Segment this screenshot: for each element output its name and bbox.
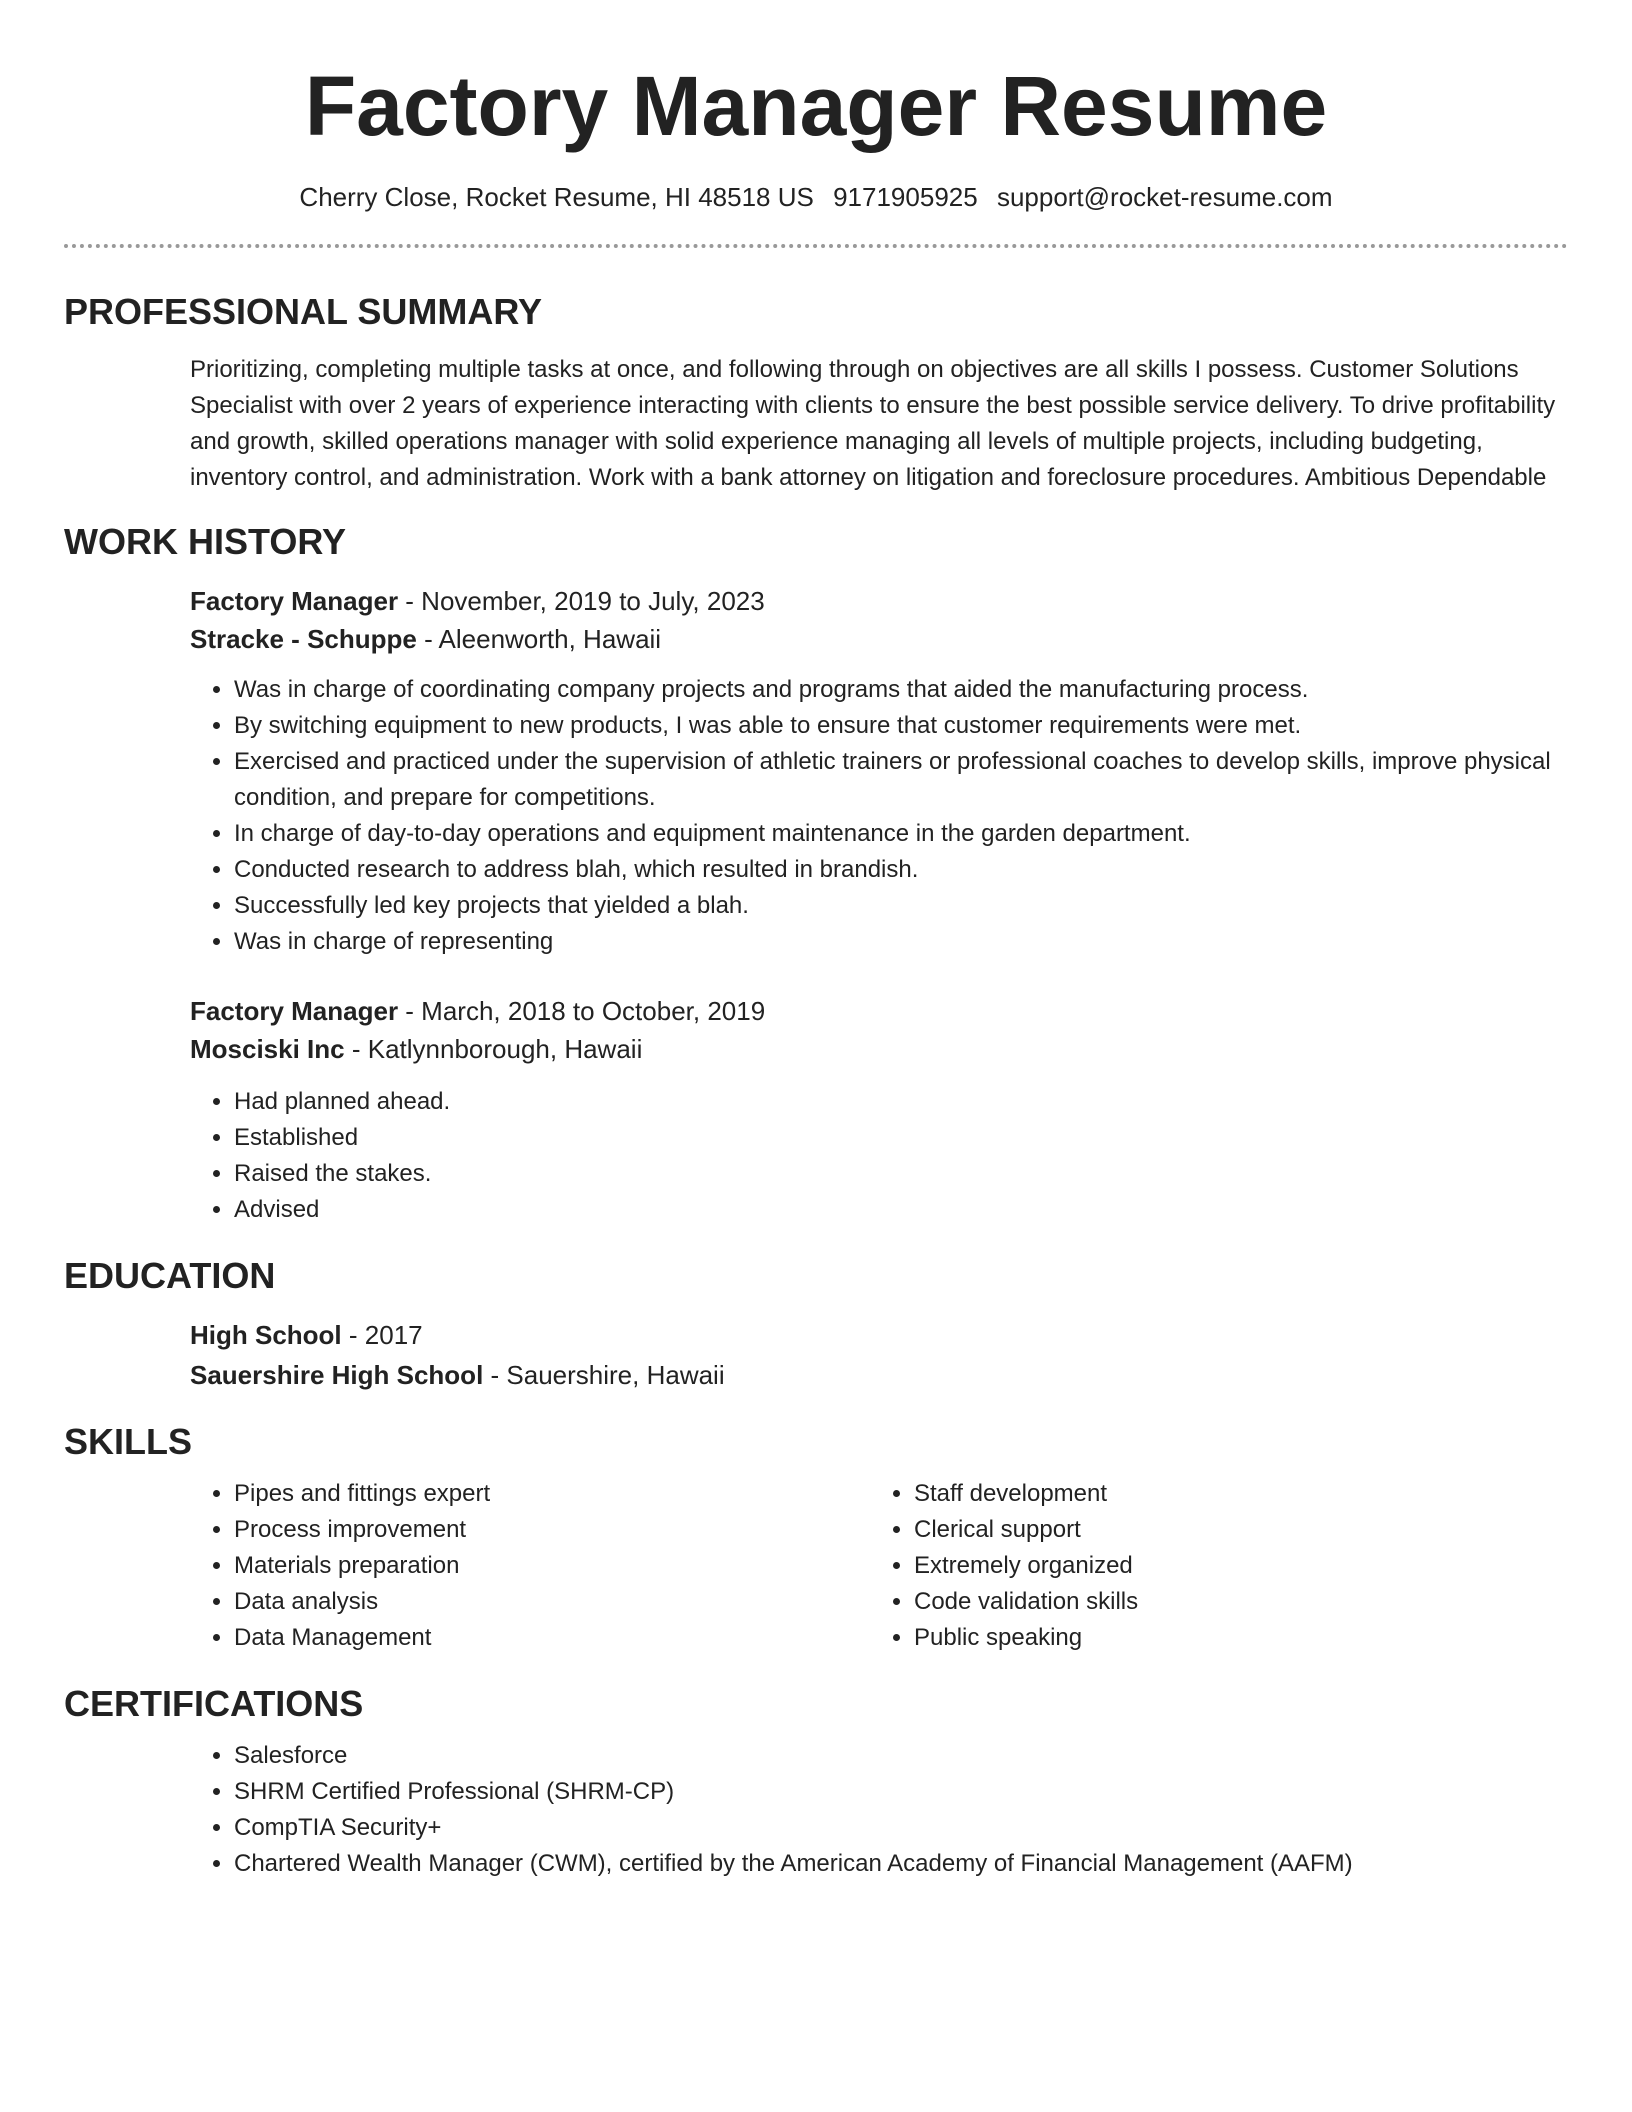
job-entry [64, 582, 1568, 960]
education-degree: High School [190, 1320, 342, 1350]
job-dates: - March, 2018 to October, 2019 [398, 996, 766, 1026]
education-school: Sauershire High School [190, 1360, 484, 1390]
list-item: • Clerical support [914, 1512, 1550, 1548]
job-company: Stracke - Schuppe [190, 624, 417, 654]
job-entry [64, 992, 1568, 1228]
header-divider [64, 244, 1568, 248]
list-item: • Was in charge of representing [234, 924, 1568, 960]
skills-column-right [870, 1476, 1550, 1656]
list-item: • Had planned ahead. [234, 1084, 1568, 1120]
contact-phone: 9171905925 [833, 182, 978, 212]
list-item: • Code validation skills [914, 1584, 1550, 1620]
certifications-section [64, 1682, 1568, 1882]
list-item: • Process improvement [234, 1512, 870, 1548]
skills-section [64, 1420, 1568, 1656]
job-company-line [190, 1030, 1568, 1068]
list-item: • In charge of day-to-day operations and equipment maintenance in the garden department. [234, 816, 1568, 852]
job-dates: - November, 2019 to July, 2023 [398, 586, 765, 616]
list-item: • SHRM Certified Professional (SHRM-CP) [234, 1774, 1568, 1810]
list-item: • Staff development [914, 1476, 1550, 1512]
list-item: • Materials preparation [234, 1548, 870, 1584]
list-item: • Successfully led key projects that yielded a blah. [234, 888, 1568, 924]
summary-text: Prioritizing, completing multiple tasks at once, and following through on objectives are all skills I possess. Customer Solutions Specialist with over 2 years of experience interacting with clients to ensure the best possible service delivery. To drive profitability and growth, skilled operations manager with solid experience managing all levels of multiple projects, including budgeting, inventory control, and administration. Work with a bank attorney on litigation and foreclosure procedures. Ambitious Dependable [190, 356, 1556, 491]
education-year: - 2017 [341, 1320, 423, 1350]
summary-heading: PROFESSIONAL SUMMARY [64, 291, 543, 332]
list-item: • Exercised and practiced under the supervision of athletic trainers or professional coaches to develop skills, improve physical condition, and prepare for competitions. [234, 744, 1568, 816]
skills-heading: SKILLS [64, 1421, 193, 1462]
list-item: • Chartered Wealth Manager (CWM), certified by the American Academy of Financial Management (AAFM) [234, 1846, 1568, 1882]
education-location: - Sauershire, Hawaii [483, 1360, 725, 1390]
contact-address: Cherry Close, Rocket Resume, HI 48518 US [299, 182, 814, 212]
work-history-section [64, 520, 1568, 1228]
work-history-heading: WORK HISTORY [64, 521, 347, 562]
list-item: • CompTIA Security+ [234, 1810, 1568, 1846]
resume-title: Factory Manager Resume [304, 59, 1328, 153]
education-degree-line [190, 1316, 1568, 1354]
job-duties-list [190, 672, 1568, 960]
job-title-line [190, 582, 1568, 620]
list-item: • Salesforce [234, 1738, 1568, 1774]
job-title: Factory Manager [190, 586, 399, 616]
list-item: • Data Management [234, 1620, 870, 1656]
job-location: - Katlynnborough, Hawaii [344, 1034, 643, 1064]
job-duties-list [190, 1084, 1568, 1228]
job-title-line [190, 992, 1568, 1030]
skills-column-left [190, 1476, 870, 1656]
list-item: • Pipes and fittings expert [234, 1476, 870, 1512]
list-item: • Conducted research to address blah, which resulted in brandish. [234, 852, 1568, 888]
contact-email: support@rocket-resume.com [996, 182, 1333, 212]
education-school-line [190, 1356, 1568, 1394]
summary-section [64, 290, 1568, 496]
education-heading: EDUCATION [64, 1255, 276, 1296]
list-item: • Advised [234, 1192, 1568, 1228]
list-item: • Extremely organized [914, 1548, 1550, 1584]
job-title: Factory Manager [190, 996, 399, 1026]
list-item: • By switching equipment to new products, I was able to ensure that customer requirements were met. [234, 708, 1568, 744]
contact-line [64, 180, 1568, 214]
list-item: • Raised the stakes. [234, 1156, 1568, 1192]
job-company-line [190, 620, 1568, 658]
list-item: • Public speaking [914, 1620, 1550, 1656]
list-item: • Established [234, 1120, 1568, 1156]
resume-header [64, 0, 1568, 248]
education-section [64, 1254, 1568, 1394]
list-item: • Data analysis [234, 1584, 870, 1620]
certifications-list [190, 1738, 1568, 1882]
skills-list [870, 1476, 1550, 1656]
job-location: - Aleenworth, Hawaii [416, 624, 662, 654]
job-company: Mosciski Inc [190, 1034, 345, 1064]
list-item: • Was in charge of coordinating company projects and programs that aided the manufacturing process. [234, 672, 1568, 708]
skills-list [190, 1476, 870, 1656]
certifications-heading: CERTIFICATIONS [64, 1683, 364, 1724]
